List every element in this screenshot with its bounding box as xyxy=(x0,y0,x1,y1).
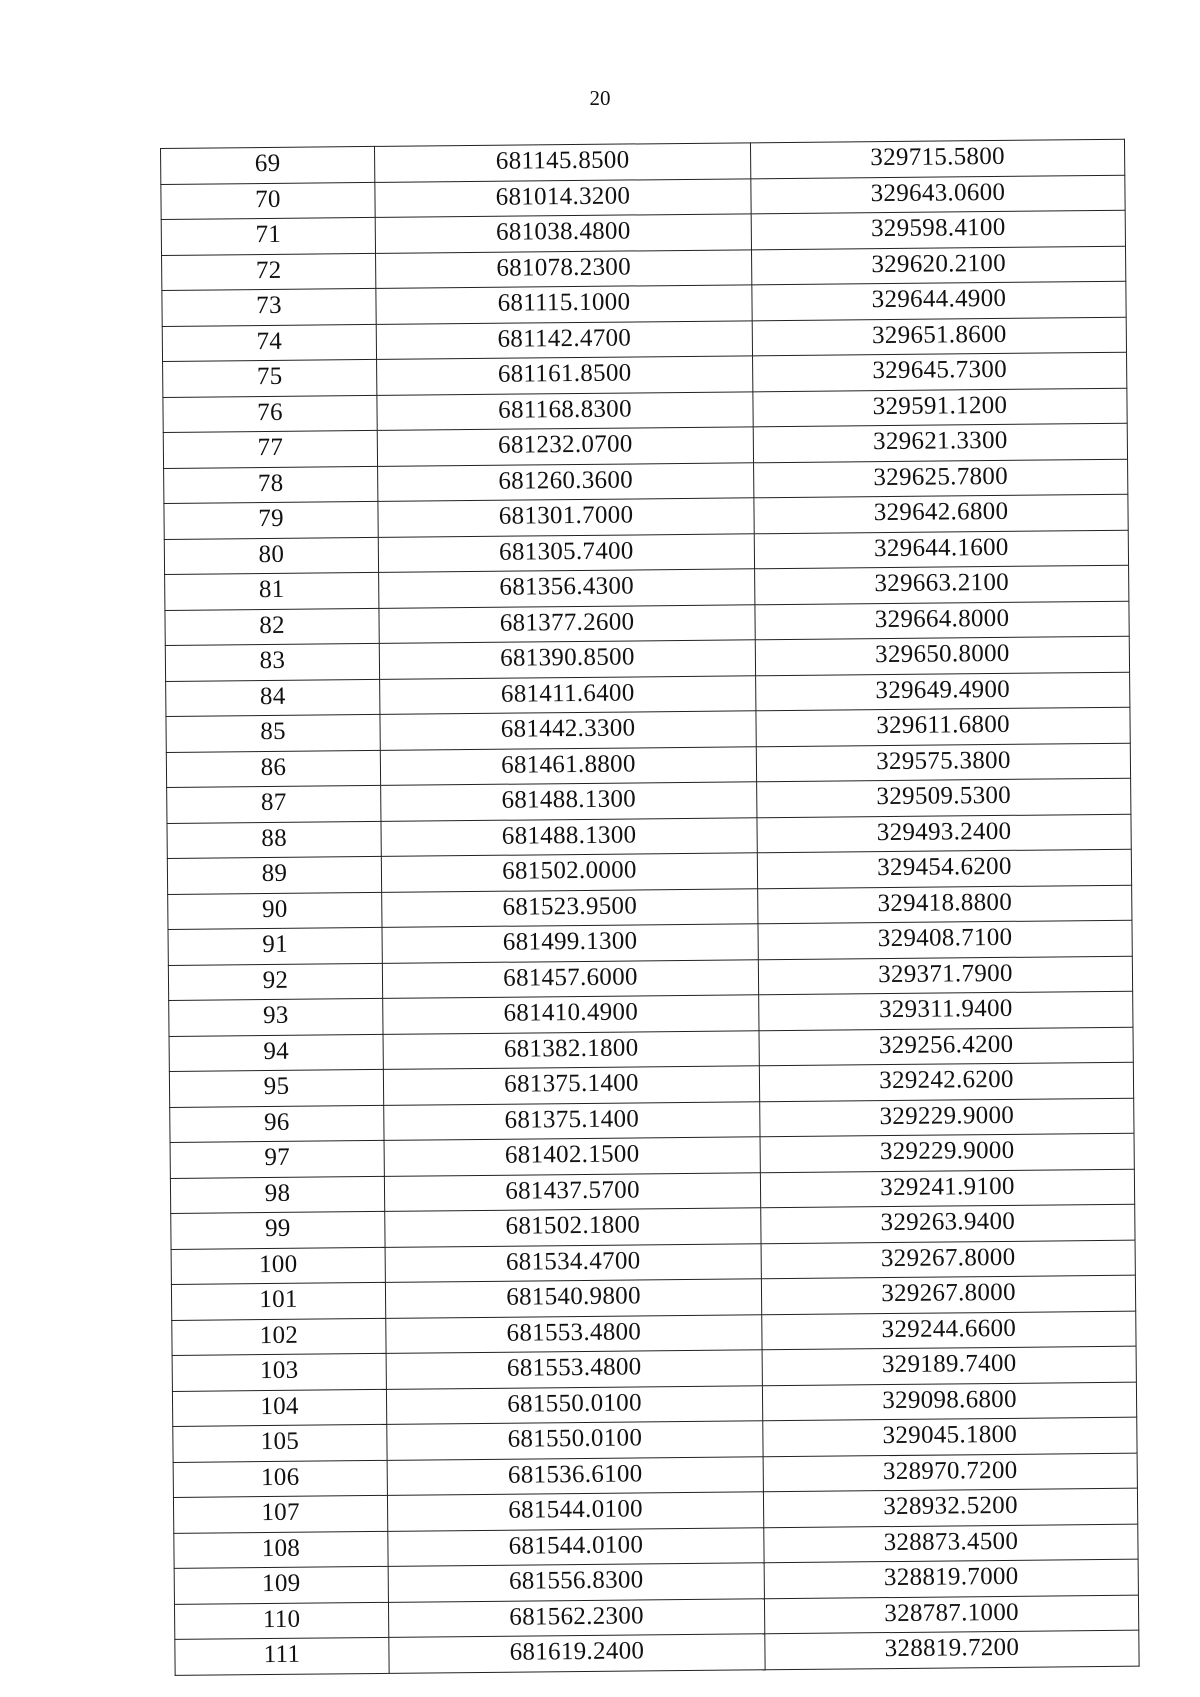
x-coordinate-cell: 681375.1400 xyxy=(384,1101,760,1140)
x-coordinate-cell: 681553.4800 xyxy=(386,1314,762,1353)
x-coordinate-cell: 681442.3300 xyxy=(380,711,756,750)
point-number-cell: 110 xyxy=(174,1602,388,1640)
point-number-cell: 91 xyxy=(168,927,382,965)
point-number-cell: 109 xyxy=(174,1566,388,1604)
y-coordinate-cell: 328819.7000 xyxy=(764,1559,1138,1598)
point-number-cell: 111 xyxy=(175,1637,389,1675)
point-number-cell: 85 xyxy=(166,714,380,752)
y-coordinate-cell: 329509.5300 xyxy=(757,778,1131,817)
x-coordinate-cell: 681115.1000 xyxy=(376,285,752,324)
y-coordinate-cell: 328970.7200 xyxy=(763,1453,1137,1492)
y-coordinate-cell: 328873.4500 xyxy=(764,1524,1138,1563)
x-coordinate-cell: 681377.2600 xyxy=(379,604,755,643)
point-number-cell: 73 xyxy=(162,288,376,326)
x-coordinate-cell: 681457.6000 xyxy=(382,959,758,998)
point-number-cell: 95 xyxy=(169,1069,383,1107)
point-number-cell: 92 xyxy=(168,963,382,1001)
x-coordinate-cell: 681390.8500 xyxy=(379,640,755,679)
y-coordinate-cell: 329575.3800 xyxy=(756,743,1130,782)
y-coordinate-cell: 329598.4100 xyxy=(751,210,1125,249)
point-number-cell: 104 xyxy=(172,1389,386,1427)
point-number-cell: 93 xyxy=(169,998,383,1036)
point-number-cell: 71 xyxy=(161,217,375,255)
point-number-cell: 84 xyxy=(166,679,380,717)
y-coordinate-cell: 329454.6200 xyxy=(757,849,1131,888)
y-coordinate-cell: 329045.1800 xyxy=(763,1417,1137,1456)
y-coordinate-cell: 329644.1600 xyxy=(754,530,1128,569)
coordinates-table xyxy=(160,139,1140,1676)
y-coordinate-cell: 329493.2400 xyxy=(757,814,1131,853)
point-number-cell: 107 xyxy=(173,1495,387,1533)
y-coordinate-cell: 329621.3300 xyxy=(753,423,1127,462)
y-coordinate-cell: 328787.1000 xyxy=(764,1595,1138,1634)
x-coordinate-cell: 681038.4800 xyxy=(375,214,751,253)
x-coordinate-cell: 681502.0000 xyxy=(381,853,757,892)
x-coordinate-cell: 681382.1800 xyxy=(383,1030,759,1069)
point-number-cell: 97 xyxy=(170,1140,384,1178)
point-number-cell: 78 xyxy=(164,466,378,504)
x-coordinate-cell: 681502.1800 xyxy=(385,1208,761,1247)
y-coordinate-cell: 329649.4900 xyxy=(756,672,1130,711)
x-coordinate-cell: 681168.8300 xyxy=(377,391,753,430)
y-coordinate-cell: 329267.8000 xyxy=(761,1240,1135,1279)
y-coordinate-cell: 329241.9100 xyxy=(760,1169,1134,1208)
x-coordinate-cell: 681375.1400 xyxy=(383,1066,759,1105)
point-number-cell: 75 xyxy=(163,359,377,397)
x-coordinate-cell: 681161.8500 xyxy=(377,356,753,395)
point-number-cell: 102 xyxy=(172,1318,386,1356)
x-coordinate-cell: 681556.8300 xyxy=(388,1563,764,1602)
y-coordinate-cell: 329242.6200 xyxy=(759,1062,1133,1101)
y-coordinate-cell: 329229.9000 xyxy=(760,1133,1134,1172)
y-coordinate-cell: 329408.7100 xyxy=(758,920,1132,959)
point-number-cell: 101 xyxy=(171,1282,385,1320)
x-coordinate-cell: 681142.4700 xyxy=(376,320,752,359)
x-coordinate-cell: 681544.0100 xyxy=(387,1492,763,1531)
x-coordinate-cell: 681305.7400 xyxy=(378,533,754,572)
y-coordinate-cell: 329371.7900 xyxy=(758,956,1132,995)
point-number-cell: 69 xyxy=(161,146,375,184)
point-number-cell: 79 xyxy=(164,501,378,539)
y-coordinate-cell: 329645.7300 xyxy=(753,352,1127,391)
point-number-cell: 70 xyxy=(161,182,375,220)
y-coordinate-cell: 329418.8800 xyxy=(758,885,1132,924)
y-coordinate-cell: 329715.5800 xyxy=(750,139,1124,178)
x-coordinate-cell: 681402.1500 xyxy=(384,1137,760,1176)
point-number-cell: 94 xyxy=(169,1034,383,1072)
point-number-cell: 98 xyxy=(170,1176,384,1214)
point-number-cell: 76 xyxy=(163,395,377,433)
y-coordinate-cell: 329611.6800 xyxy=(756,707,1130,746)
point-number-cell: 81 xyxy=(165,572,379,610)
point-number-cell: 103 xyxy=(172,1353,386,1391)
point-number-cell: 89 xyxy=(167,856,381,894)
x-coordinate-cell: 681488.1300 xyxy=(381,782,757,821)
x-coordinate-cell: 681550.0100 xyxy=(387,1421,763,1460)
point-number-cell: 77 xyxy=(163,430,377,468)
x-coordinate-cell: 681536.6100 xyxy=(387,1456,763,1495)
x-coordinate-cell: 681523.9500 xyxy=(382,888,758,927)
point-number-cell: 100 xyxy=(171,1247,385,1285)
point-number-cell: 108 xyxy=(174,1531,388,1569)
y-coordinate-cell: 329229.9000 xyxy=(760,1098,1134,1137)
y-coordinate-cell: 328932.5200 xyxy=(763,1488,1137,1527)
x-coordinate-cell: 681461.8800 xyxy=(380,746,756,785)
y-coordinate-cell: 329625.7800 xyxy=(754,459,1128,498)
point-number-cell: 74 xyxy=(162,324,376,362)
table-body xyxy=(161,139,1140,1675)
x-coordinate-cell: 681550.0100 xyxy=(386,1385,762,1424)
y-coordinate-cell: 329620.2100 xyxy=(751,246,1125,285)
y-coordinate-cell: 329263.9400 xyxy=(761,1204,1135,1243)
x-coordinate-cell: 681301.7000 xyxy=(378,498,754,537)
y-coordinate-cell: 329256.4200 xyxy=(759,1027,1133,1066)
point-number-cell: 88 xyxy=(167,821,381,859)
y-coordinate-cell: 328819.7200 xyxy=(765,1630,1139,1669)
x-coordinate-cell: 681145.8500 xyxy=(374,143,750,182)
y-coordinate-cell: 329643.0600 xyxy=(751,175,1125,214)
x-coordinate-cell: 681534.4700 xyxy=(385,1243,761,1282)
point-number-cell: 90 xyxy=(168,892,382,930)
y-coordinate-cell: 329644.4900 xyxy=(752,281,1126,320)
x-coordinate-cell: 681437.5700 xyxy=(384,1172,760,1211)
point-number-cell: 105 xyxy=(173,1424,387,1462)
x-coordinate-cell: 681540.9800 xyxy=(385,1279,761,1318)
y-coordinate-cell: 329098.6800 xyxy=(762,1382,1136,1421)
x-coordinate-cell: 681260.3600 xyxy=(378,462,754,501)
point-number-cell: 82 xyxy=(165,608,379,646)
y-coordinate-cell: 329189.7400 xyxy=(762,1346,1136,1385)
x-coordinate-cell: 681619.2400 xyxy=(389,1634,765,1673)
x-coordinate-cell: 681014.3200 xyxy=(375,178,751,217)
y-coordinate-cell: 329244.6600 xyxy=(762,1311,1136,1350)
point-number-cell: 87 xyxy=(167,785,381,823)
page-number: 20 xyxy=(589,86,611,110)
x-coordinate-cell: 681410.4900 xyxy=(383,995,759,1034)
x-coordinate-cell: 681488.1300 xyxy=(381,817,757,856)
x-coordinate-cell: 681411.6400 xyxy=(380,675,756,714)
x-coordinate-cell: 681544.0100 xyxy=(388,1527,764,1566)
point-number-cell: 96 xyxy=(170,1105,384,1143)
y-coordinate-cell: 329664.8000 xyxy=(755,601,1129,640)
point-number-cell: 106 xyxy=(173,1460,387,1498)
y-coordinate-cell: 329651.8600 xyxy=(752,317,1126,356)
point-number-cell: 99 xyxy=(171,1211,385,1249)
x-coordinate-cell: 681499.1300 xyxy=(382,924,758,963)
y-coordinate-cell: 329663.2100 xyxy=(755,565,1129,604)
point-number-cell: 86 xyxy=(166,750,380,788)
y-coordinate-cell: 329650.8000 xyxy=(755,636,1129,675)
x-coordinate-cell: 681356.4300 xyxy=(379,569,755,608)
point-number-cell: 80 xyxy=(164,537,378,575)
x-coordinate-cell: 681078.2300 xyxy=(376,249,752,288)
y-coordinate-cell: 329591.1200 xyxy=(753,388,1127,427)
x-coordinate-cell: 681553.4800 xyxy=(386,1350,762,1389)
y-coordinate-cell: 329642.6800 xyxy=(754,494,1128,533)
y-coordinate-cell: 329311.9400 xyxy=(759,991,1133,1030)
y-coordinate-cell: 329267.8000 xyxy=(761,1275,1135,1314)
point-number-cell: 83 xyxy=(165,643,379,681)
point-number-cell: 72 xyxy=(162,253,376,291)
x-coordinate-cell: 681562.2300 xyxy=(388,1598,764,1637)
x-coordinate-cell: 681232.0700 xyxy=(377,427,753,466)
